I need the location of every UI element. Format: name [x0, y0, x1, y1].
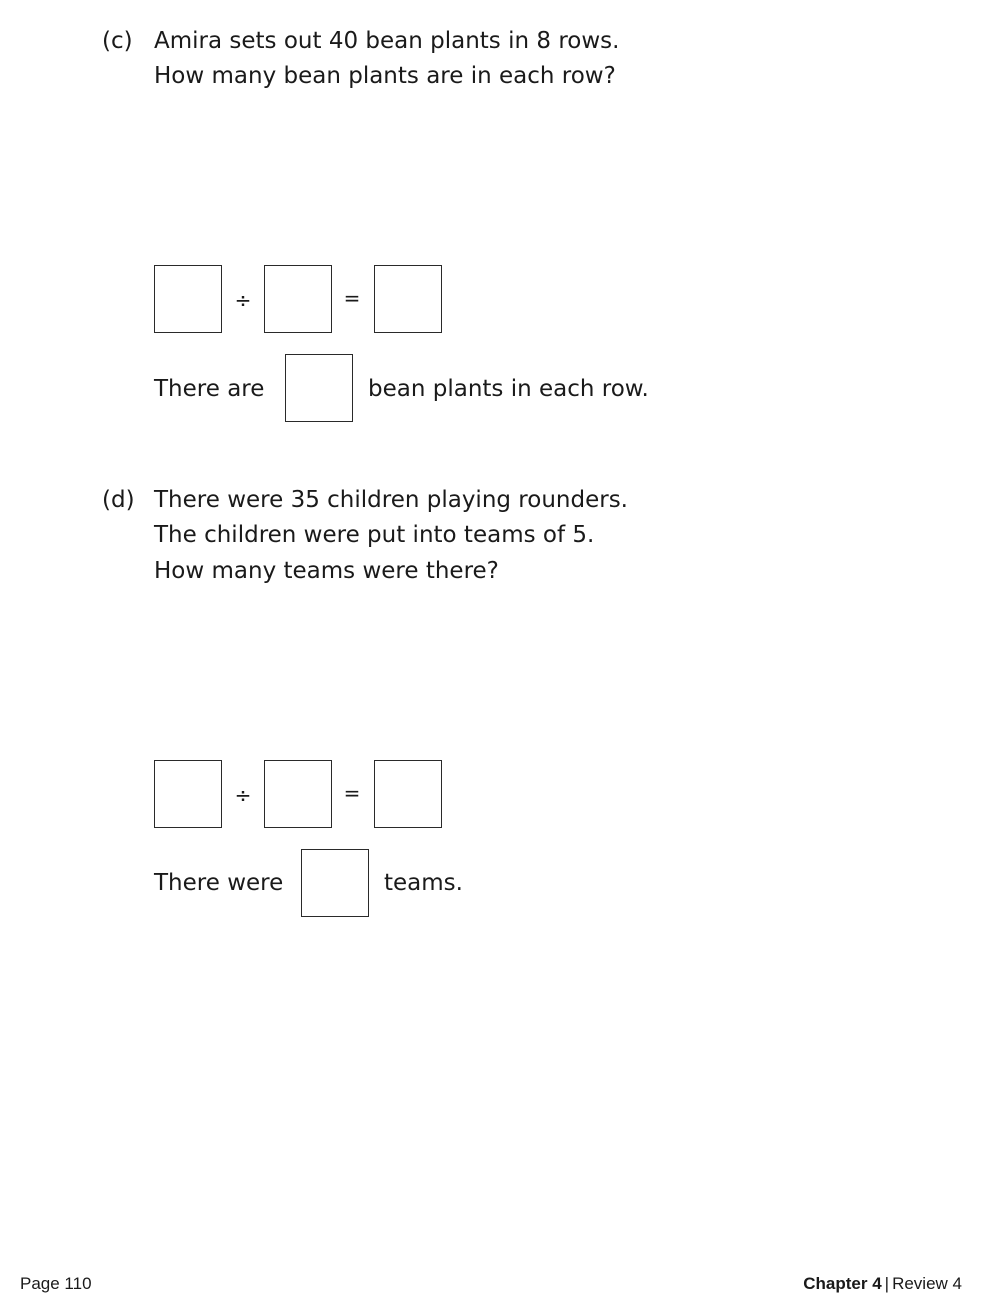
question-d-dividend-box[interactable] [154, 760, 222, 828]
question-c-equals-sign: = [343, 286, 361, 310]
question-d-line-3: How many teams were there? [154, 558, 499, 584]
question-c-line-1: Amira sets out 40 bean plants in 8 rows. [154, 28, 620, 54]
question-c-answer-suffix: bean plants in each row. [368, 376, 649, 402]
footer-separator: | [884, 1274, 890, 1293]
question-d-equals-sign: = [343, 781, 361, 805]
question-d-label: (d) [102, 487, 135, 513]
question-d-answer-prefix: There were [154, 870, 284, 896]
question-c-label: (c) [102, 28, 133, 54]
question-c-dividend-box[interactable] [154, 265, 222, 333]
page-number: Page 110 [20, 1274, 92, 1293]
question-c-line-2: How many bean plants are in each row? [154, 63, 616, 89]
question-c-quotient-box[interactable] [374, 265, 442, 333]
question-d-divide-sign: ÷ [234, 783, 252, 807]
question-d-answer-suffix: teams. [384, 870, 463, 896]
question-d-quotient-box[interactable] [374, 760, 442, 828]
question-c-answer-prefix: There are [154, 376, 265, 402]
question-d-divisor-box[interactable] [264, 760, 332, 828]
section-label: Review 4 [892, 1274, 962, 1293]
question-c-divisor-box[interactable] [264, 265, 332, 333]
question-d-answer-box[interactable] [301, 849, 369, 917]
chapter-label: Chapter 4 [803, 1274, 882, 1293]
question-d-line-2: The children were put into teams of 5. [154, 522, 595, 548]
question-c-divide-sign: ÷ [234, 288, 252, 312]
question-d-line-1: There were 35 children playing rounders. [154, 487, 628, 513]
question-c-answer-box[interactable] [285, 354, 353, 422]
chapter-footer [803, 1274, 962, 1294]
